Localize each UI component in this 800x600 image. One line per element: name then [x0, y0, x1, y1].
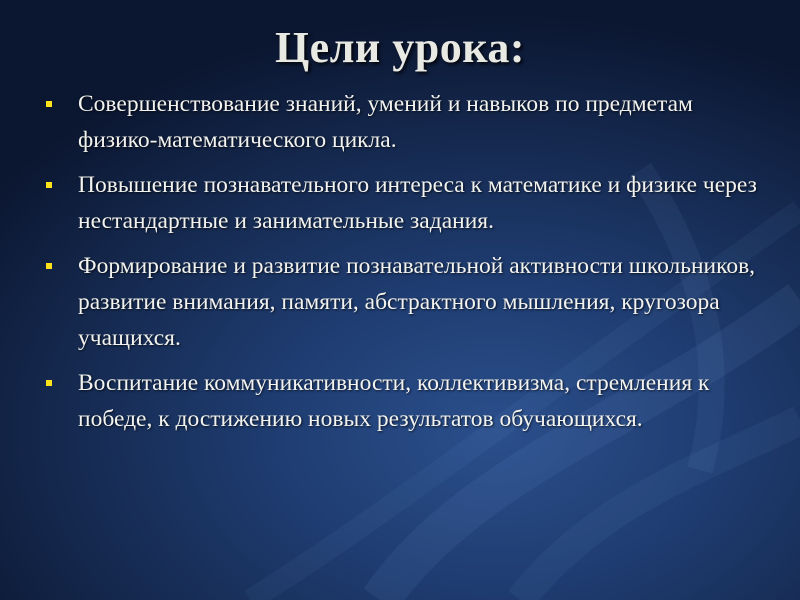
bullet-item	[40, 86, 770, 158]
bullet-list	[40, 86, 770, 446]
bullet-text: Формирование и развитие познавательной активности школьников, развитие внимания, памяти, абстрактного мышления, кругозора учащихся.	[78, 253, 756, 351]
bullet-text: Воспитание коммуникативности, коллективизма, стремления к победе, к достижению новых результатов обучающихся.	[78, 370, 710, 432]
square-bullet-icon	[46, 182, 52, 188]
bullet-item	[40, 167, 770, 239]
square-bullet-icon	[46, 380, 52, 386]
bullet-item	[40, 365, 770, 437]
bullet-item	[40, 248, 770, 356]
square-bullet-icon	[46, 263, 52, 269]
bullet-text: Повышение познавательного интереса к математике и физике через нестандартные и занимательные задания.	[78, 172, 757, 234]
square-bullet-icon	[46, 101, 52, 107]
slide-title: Цели урока:	[274, 23, 526, 72]
bullet-text: Совершенствование знаний, умений и навыков по предметам физико-математического цикла.	[78, 91, 693, 153]
